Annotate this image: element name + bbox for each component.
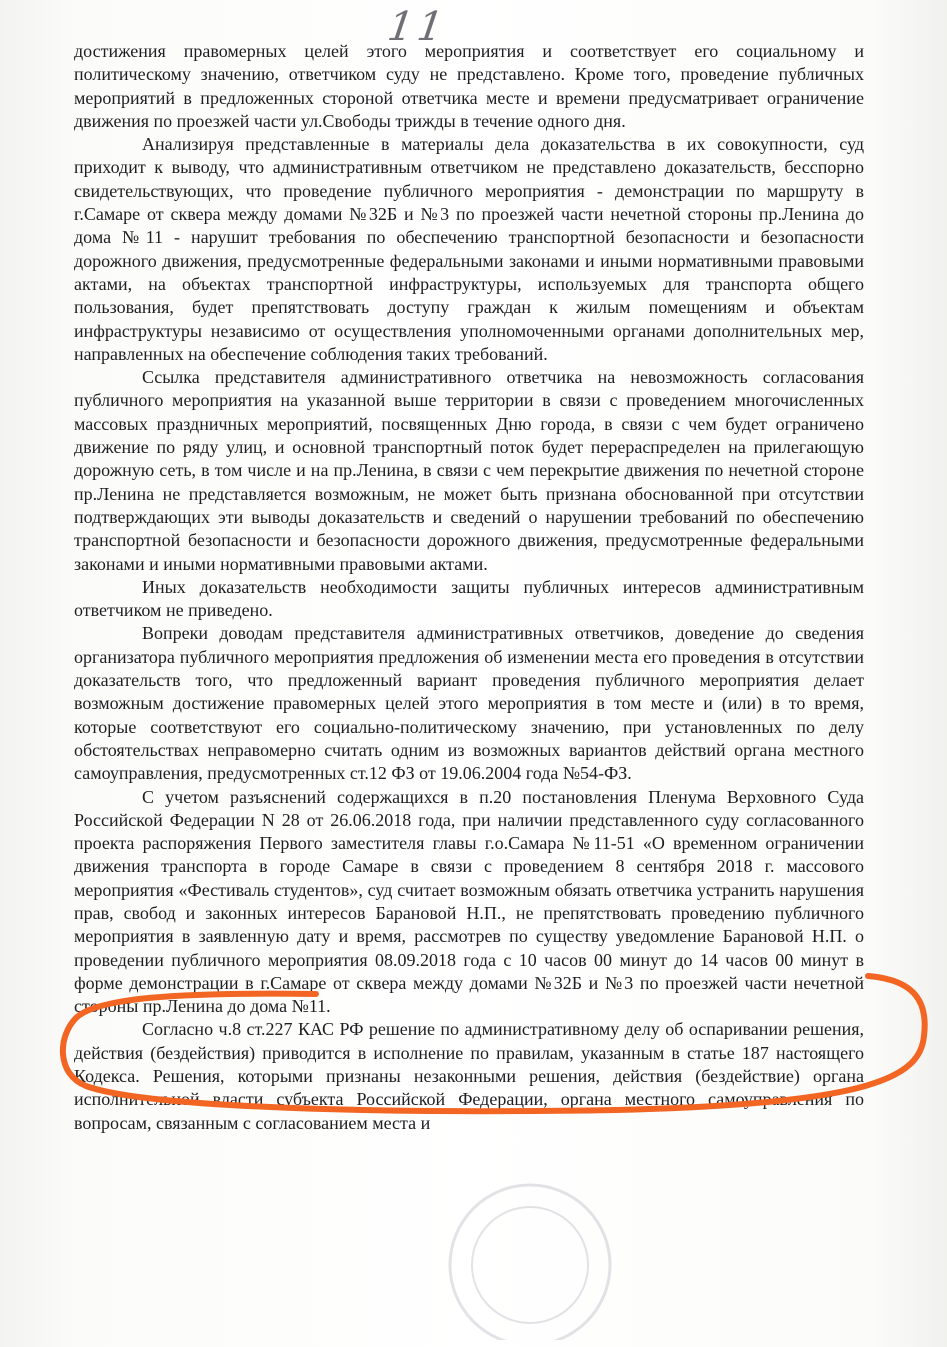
paragraph-4: Иных доказательств необходимости защиты публичных интересов административным ответчиком не приведено. [74, 576, 864, 621]
court-decision-text [74, 40, 864, 1135]
faint-stamp-bleedthrough [430, 1170, 630, 1340]
paragraph-7: Согласно ч.8 ст.227 КАС РФ решение по административному делу об оспаривании решения, действия (бездействия) приводится в исполнение по правилам, указанным в статье 187 настоящего Кодекса. Решения, которыми признаны незаконными решения, действия (бездействие) органа исполнительной власти субъекта Российской Федерации, органа местного самоуправления по вопросам, связанным с согласованием места и [74, 1019, 864, 1133]
paragraph-5: Вопреки доводам представителя административных ответчиков, доведение до сведения организатора публичного мероприятия предложения об изменении места его проведения в отсутствии доказательств того, что предложенный вариант проведения публичного мероприятия делает возможным достижение правомерных целей этого мероприятия в том месте и (или) в то время, которые соответствуют его социально-политическому значению, при установленных по делу обстоятельствах неправомерно считать одним из возможных вариантов действий органа местного самоуправления, предусмотренных ст.12 ФЗ от 19.06.2004 года №54-ФЗ. [74, 623, 864, 784]
paragraph-1: достижения правомерных целей этого мероприятия и соответствует его социальному и политическому значению, ответчиком суду не представлено. Кроме того, проведение публичных мероприятий в предложенных стороной ответчика месте и времени предусматривает ограничение движения по проезжей части ул.Свободы трижды в течение одного дня. [74, 41, 864, 131]
handwritten-page-number: 11 [384, 4, 451, 50]
paragraph-3: Ссылка представителя административного ответчика на невозможность согласования публичного мероприятия на указанной выше территории в связи с проведением многочисленных массовых праздничных мероприятий, посвященных Дню города, в связи с чем будет ограничено движение по ряду улиц, и основной транспортный поток будет перераспределен на прилегающую дорожную сеть, в том числе и на пр.Ленина, в связи с чем перекрытие движения по нечетной стороне пр.Ленина не представляется возможным, не может быть признана обоснованной при отсутствии подтверждающих эти выводы доказательств и сведений о нарушении требований по обеспечению транспортной безопасности и безопасности дорожного движения, предусмотренные федеральными законами и иными нормативными правовыми актами. [74, 367, 864, 574]
paragraph-6: С учетом разъяснений содержащихся в п.20 постановления Пленума Верховного Суда Российской Федерации N 28 от 26.06.2018 года, при наличии представленного суду согласованного проекта распоряжения Первого заместителя главы г.о.Самара №11-51 «О временном ограничении движения транспорта в городе Самаре в связи с проведением 8 сентября 2018 г. массового мероприятия «Фестиваль студентов», суд считает возможным обязать ответчика устранить нарушения прав, свобод и законных интересов Барановой Н.П., не препятствовать проведению публичного мероприятия в заявленную дату и время, рассмотрев по существу уведомление Барановой Н.П. о проведении публичного мероприятия 08.09.2018 года с 10 часов 00 минут до 14 часов 00 минут в форме демонстрации в г.Самаре от сквера между домами №32Б и №3 по проезжей части нечетной стороны пр.Ленина до дома №11. [74, 786, 864, 1017]
paragraph-2: Анализируя представленные в материалы дела доказательства в их совокупности, суд приходит к выводу, что административным ответчиком не представлено доказательств, бесспорно свидетельствующих, что проведение публичного мероприятия - демонстрации по маршруту в г.Самаре от сквера между домами №32Б и №3 по проезжей части нечетной стороны пр.Ленина до дома №11 - нарушит требования по обеспечению транспортной безопасности и безопасности дорожного движения, предусмотренные федеральными законами и иными нормативными правовыми актами, на объектах транспортной инфраструктуры, используемых для транспорта общего пользования, будет препятствовать доступу граждан к жилым помещениям и объектам инфраструктуры независимо от осуществления уполномоченными органами дополнительных мер, направленных на обеспечение соблюдения таких требований. [74, 134, 864, 364]
